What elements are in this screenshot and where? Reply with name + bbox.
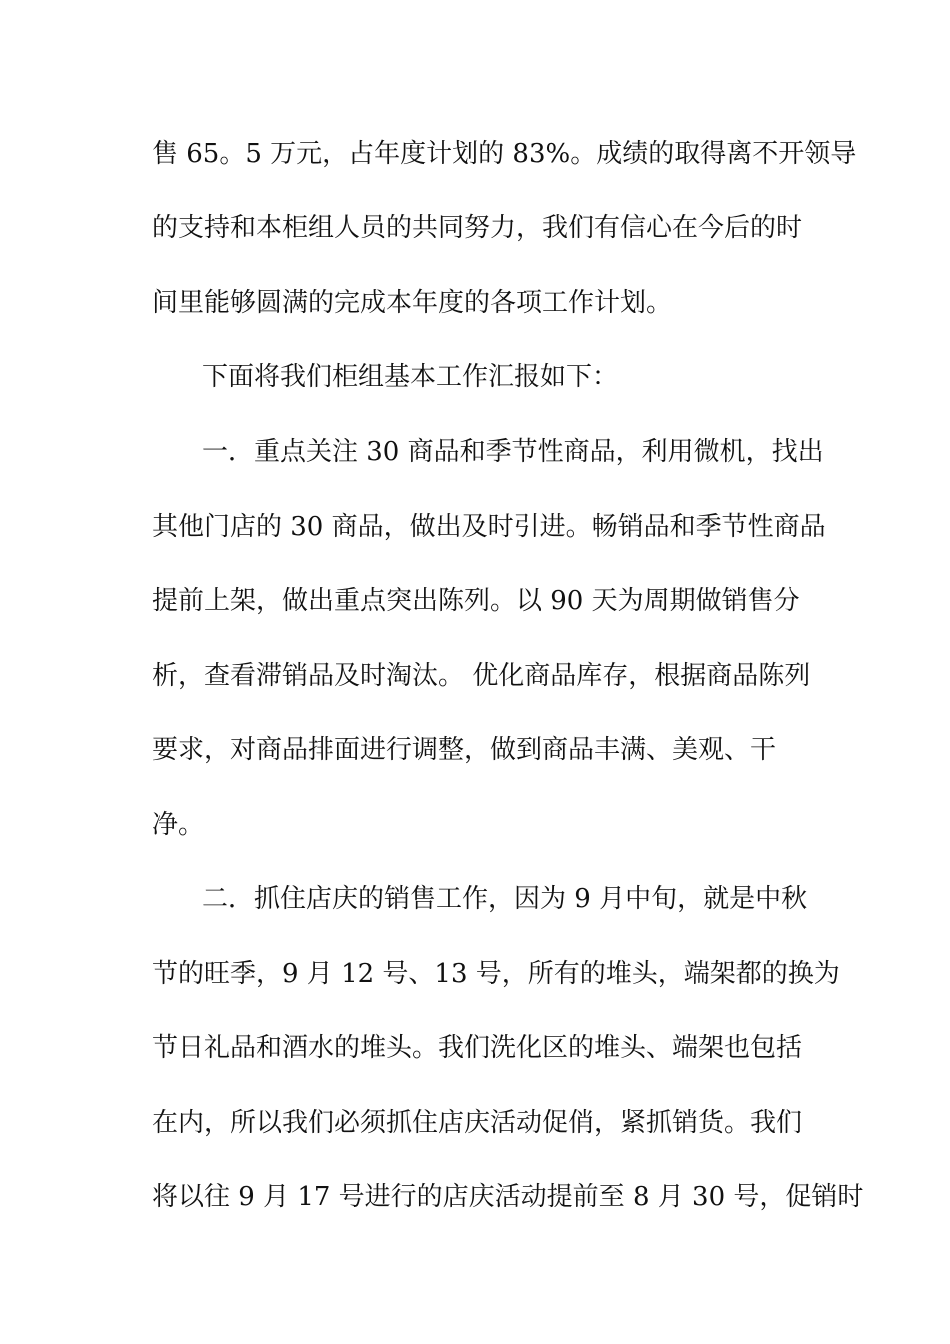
- text-line: 析，查看滞销品及时淘汰。 优化商品库存，根据商品陈列: [152, 661, 811, 691]
- text-line: 一．重点关注 30 商品和季节性商品，利用微机，找出: [202, 437, 824, 467]
- text-line: 节的旺季，9 月 12 号、13 号，所有的堆头，端架都的换为: [152, 959, 840, 989]
- text-line: 下面将我们柜组基本工作汇报如下：: [202, 362, 619, 392]
- text-line: 将以往 9 月 17 号进行的店庆活动提前至 8 月 30 号，促销时: [152, 1182, 864, 1212]
- text-line: 在内，所以我们必须抓住店庆活动促俏，紧抓销货。我们: [152, 1108, 803, 1138]
- text-line: 售 65。5 万元，占年度计划的 83%。成绩的取得离不开领导: [152, 139, 857, 169]
- text-line: 要求，对商品排面进行调整，做到商品丰满、美观、干: [152, 735, 777, 765]
- text-line: 其他门店的 30 商品，做出及时引进。畅销品和季节性商品: [152, 512, 826, 542]
- text-line: 的支持和本柜组人员的共同努力，我们有信心在今后的时: [152, 213, 803, 243]
- text-line: 间里能够圆满的完成本年度的各项工作计划。: [152, 288, 673, 318]
- text-line: 净。: [152, 810, 205, 840]
- text-line: 提前上架，做出重点突出陈列。以 90 天为周期做销售分: [152, 586, 800, 616]
- text-line: 二．抓住店庆的销售工作，因为 9 月中旬，就是中秋: [202, 884, 808, 914]
- text-line: 节日礼品和酒水的堆头。我们洗化区的堆头、端架也包括: [152, 1033, 803, 1063]
